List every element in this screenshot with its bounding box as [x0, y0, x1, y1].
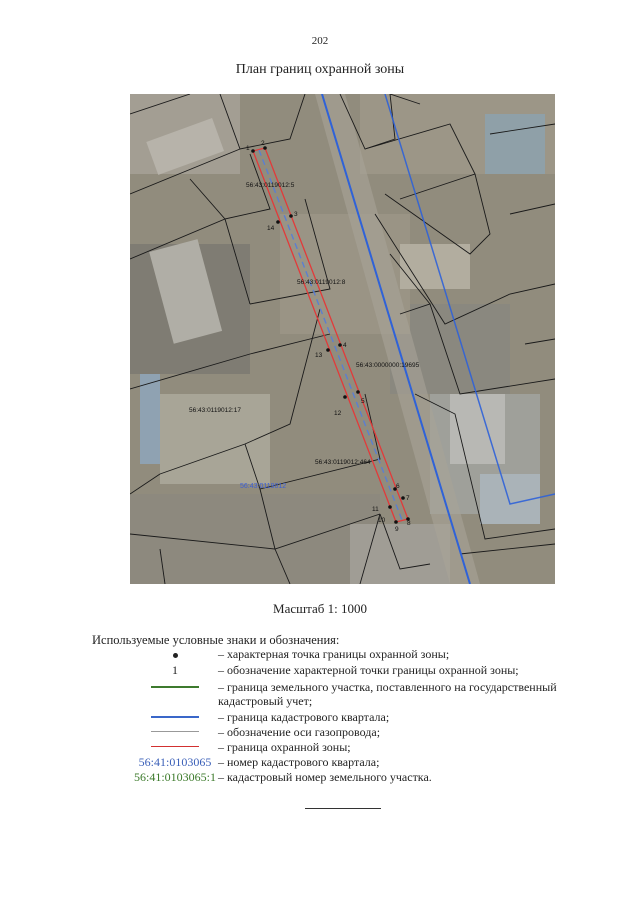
parcel-label: 56:43:0119012:17: [189, 407, 241, 414]
point-label: 9: [395, 526, 399, 533]
signature-line: [305, 808, 381, 809]
point-label: 13: [315, 352, 323, 359]
parcel-label: 56:43:0119012:8: [297, 279, 346, 286]
parcel-label: 56:43:0119012:5: [246, 182, 295, 189]
point-label: 11: [372, 506, 379, 513]
map-scale: Масштаб 1: 1000: [273, 601, 367, 616]
point-label: 12: [334, 410, 342, 417]
point-label: 8: [407, 520, 411, 527]
point-label: 14: [267, 225, 275, 232]
point-marker-icon: [173, 653, 178, 658]
page-title: План границ охранной зоны: [235, 62, 405, 77]
quarter-boundary-line-icon: [151, 716, 199, 718]
parcel-boundary-line-icon: [151, 686, 199, 688]
quarter-label: 56:43:0119012: [240, 483, 287, 490]
cadastral-map: [130, 94, 555, 584]
parcel-label: 56:43:0000000:19695: [356, 362, 420, 369]
page-number: 202: [311, 35, 329, 47]
legend-title: Используемые условные знаки и обозначения:: [92, 633, 340, 647]
point-label: 6: [396, 483, 400, 490]
point-label: 3: [294, 211, 298, 218]
point-label: 2: [261, 140, 265, 147]
point-label: 5: [361, 398, 365, 405]
zone-boundary-line-icon: [151, 746, 199, 747]
point-label: 7: [406, 495, 410, 502]
point-label: 10: [378, 517, 386, 524]
point-label: 1: [246, 145, 250, 152]
gas-axis-line-icon: [151, 731, 199, 732]
parcel-label: 56:43:0119012:464: [315, 459, 371, 466]
point-label: 4: [343, 342, 347, 349]
